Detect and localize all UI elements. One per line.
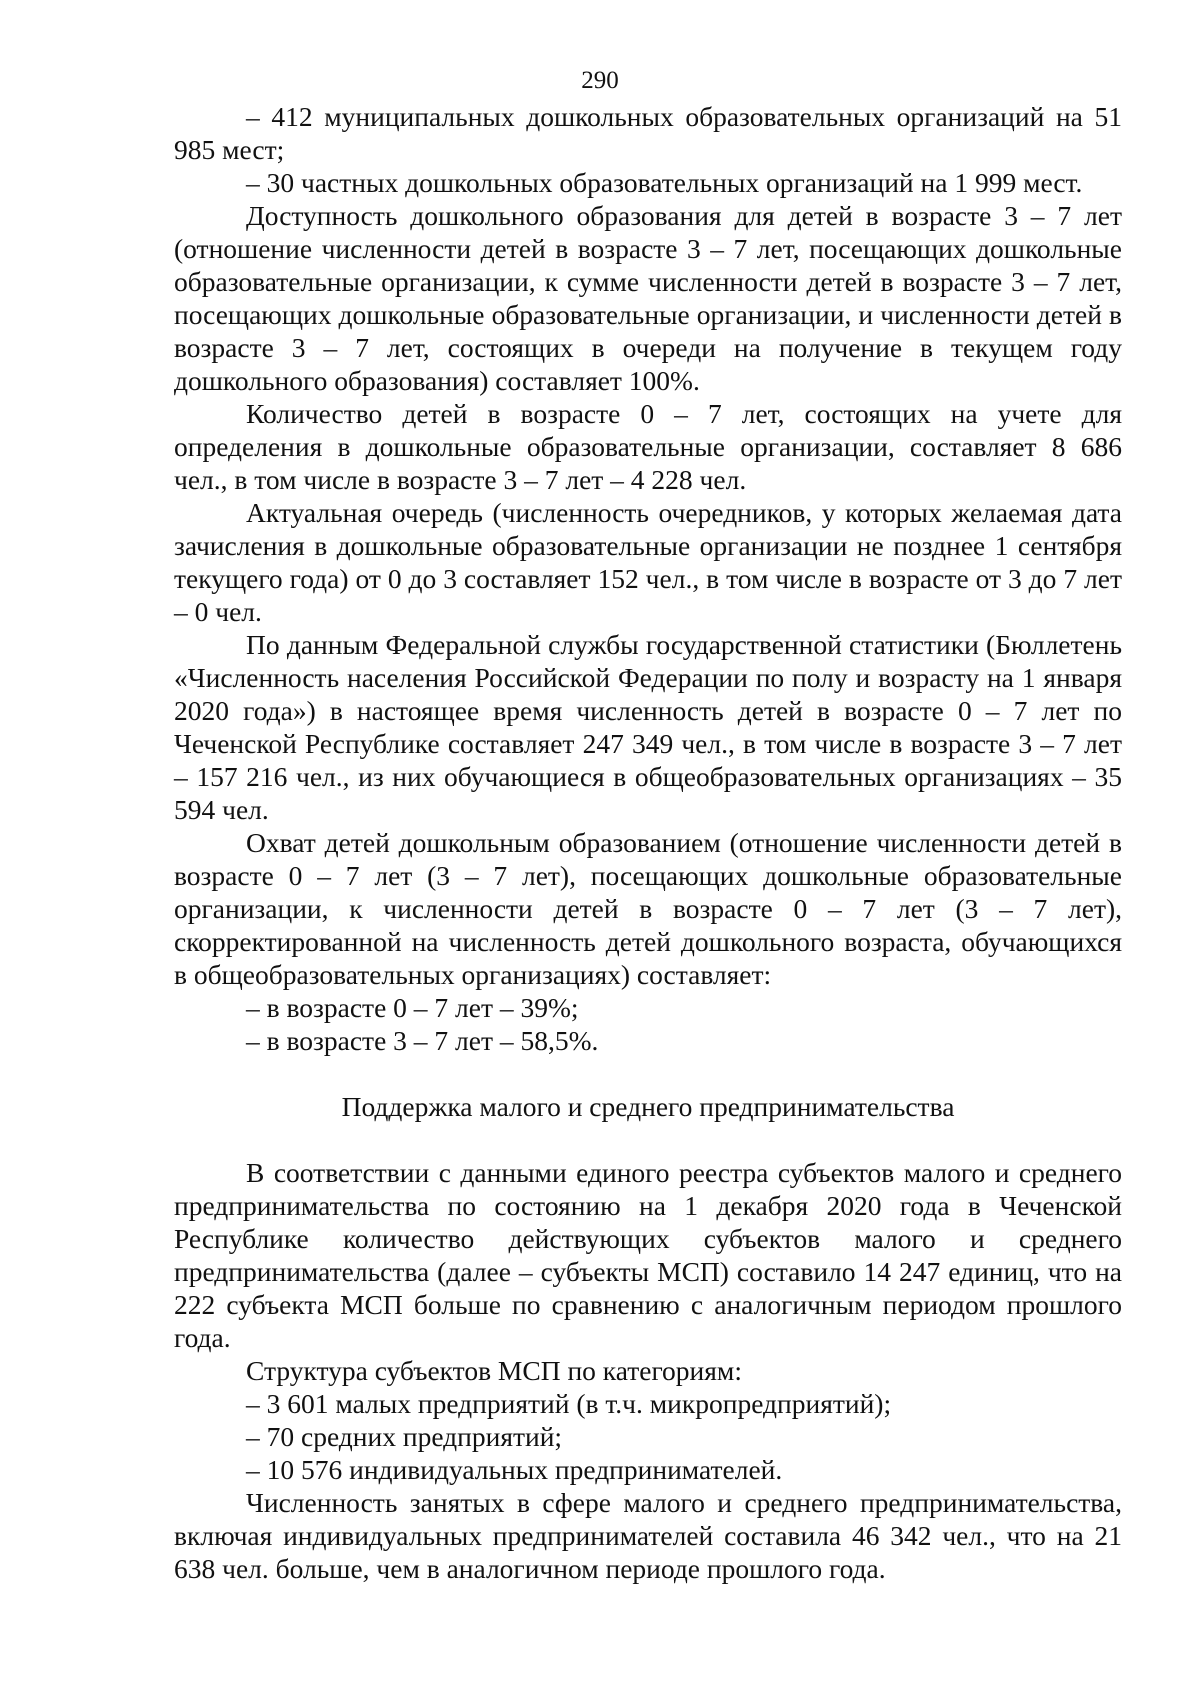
list-item: – 70 средних предприятий; bbox=[246, 1421, 563, 1452]
paragraph: Численность занятых в сфере малого и среднего предпринимательства, включая индивидуальных предпринимателей составила 46 342 чел., что на 21 638 чел. больше, чем в аналогичном периоде прошлого года. bbox=[174, 1487, 1122, 1584]
list-item: – в возрасте 0 – 7 лет – 39%; bbox=[246, 992, 579, 1023]
paragraph: – 412 муниципальных дошкольных образовательных организаций на 51 985 мест; bbox=[174, 101, 1122, 165]
paragraph: Охват детей дошкольным образованием (отношение численности детей в возрасте 0 – 7 лет (3 – 7 лет), посещающих дошкольные образовательные организации, к численности детей в возрасте 0 – 7 лет (3 – 7 лет), скорректированной на численность детей дошкольного возраста, обучающихся в общеобразовательных организациях) составляет: bbox=[174, 827, 1122, 990]
paragraph: Доступность дошкольного образования для детей в возрасте 3 – 7 лет (отношение численности детей в возрасте 3 – 7 лет, посещающих дошкольные образовательные организации, к сумме численности детей в возрасте 3 – 7 лет, посещающих дошкольные образовательные организации, и численности детей в возрасте 3 – 7 лет, состоящих в очереди на получение в текущем году дошкольного образования) составляет 100%. bbox=[174, 200, 1122, 396]
section-heading: Поддержка малого и среднего предпринимательства bbox=[341, 1091, 955, 1122]
section-small-business bbox=[174, 1156, 1122, 1585]
list-item: – в возрасте 3 – 7 лет – 58,5%. bbox=[246, 1025, 599, 1056]
list-item: Структура субъектов МСП по категориям: bbox=[246, 1355, 742, 1386]
paragraph: Актуальная очередь (численность очередников, у которых желаемая дата зачисления в дошкольные образовательные организации не позднее 1 сентября текущего года) от 0 до 3 составляет 152 чел., в том числе в возрасте от 3 до 7 лет – 0 чел. bbox=[174, 497, 1122, 627]
document-body bbox=[174, 100, 1122, 1585]
paragraph: По данным Федеральной службы государственной статистики (Бюллетень «Численность населения Российской Федерации по полу и возрасту на 1 января 2020 года») в настоящее время численность детей в возрасте 0 – 7 лет по Чеченской Республике составляет 247 349 чел., в том числе в возрасте 3 – 7 лет – 157 216 чел., из них обучающиеся в общеобразовательных организациях – 35 594 чел. bbox=[174, 629, 1122, 825]
paragraph: В соответствии с данными единого реестра субъектов малого и среднего предпринимательства по состоянию на 1 декабря 2020 года в Чеченской Республике количество действующих субъектов малого и среднего предпринимательства (далее – субъекты МСП) составило 14 247 единиц, что на 222 субъекта МСП больше по сравнению с аналогичным периодом прошлого года. bbox=[174, 1157, 1122, 1353]
list-item: – 3 601 малых предприятий (в т.ч. микропредприятий); bbox=[246, 1388, 892, 1419]
list-item: – 10 576 индивидуальных предпринимателей. bbox=[246, 1454, 783, 1485]
section-preschool bbox=[174, 100, 1122, 1057]
page-number: 290 bbox=[581, 67, 619, 94]
paragraph: Количество детей в возрасте 0 – 7 лет, состоящих на учете для определения в дошкольные образовательные организации, составляет 8 686 чел., в том числе в возрасте 3 – 7 лет – 4 228 чел. bbox=[174, 398, 1122, 495]
list-item: – 30 частных дошкольных образовательных организаций на 1 999 мест. bbox=[246, 167, 1083, 198]
